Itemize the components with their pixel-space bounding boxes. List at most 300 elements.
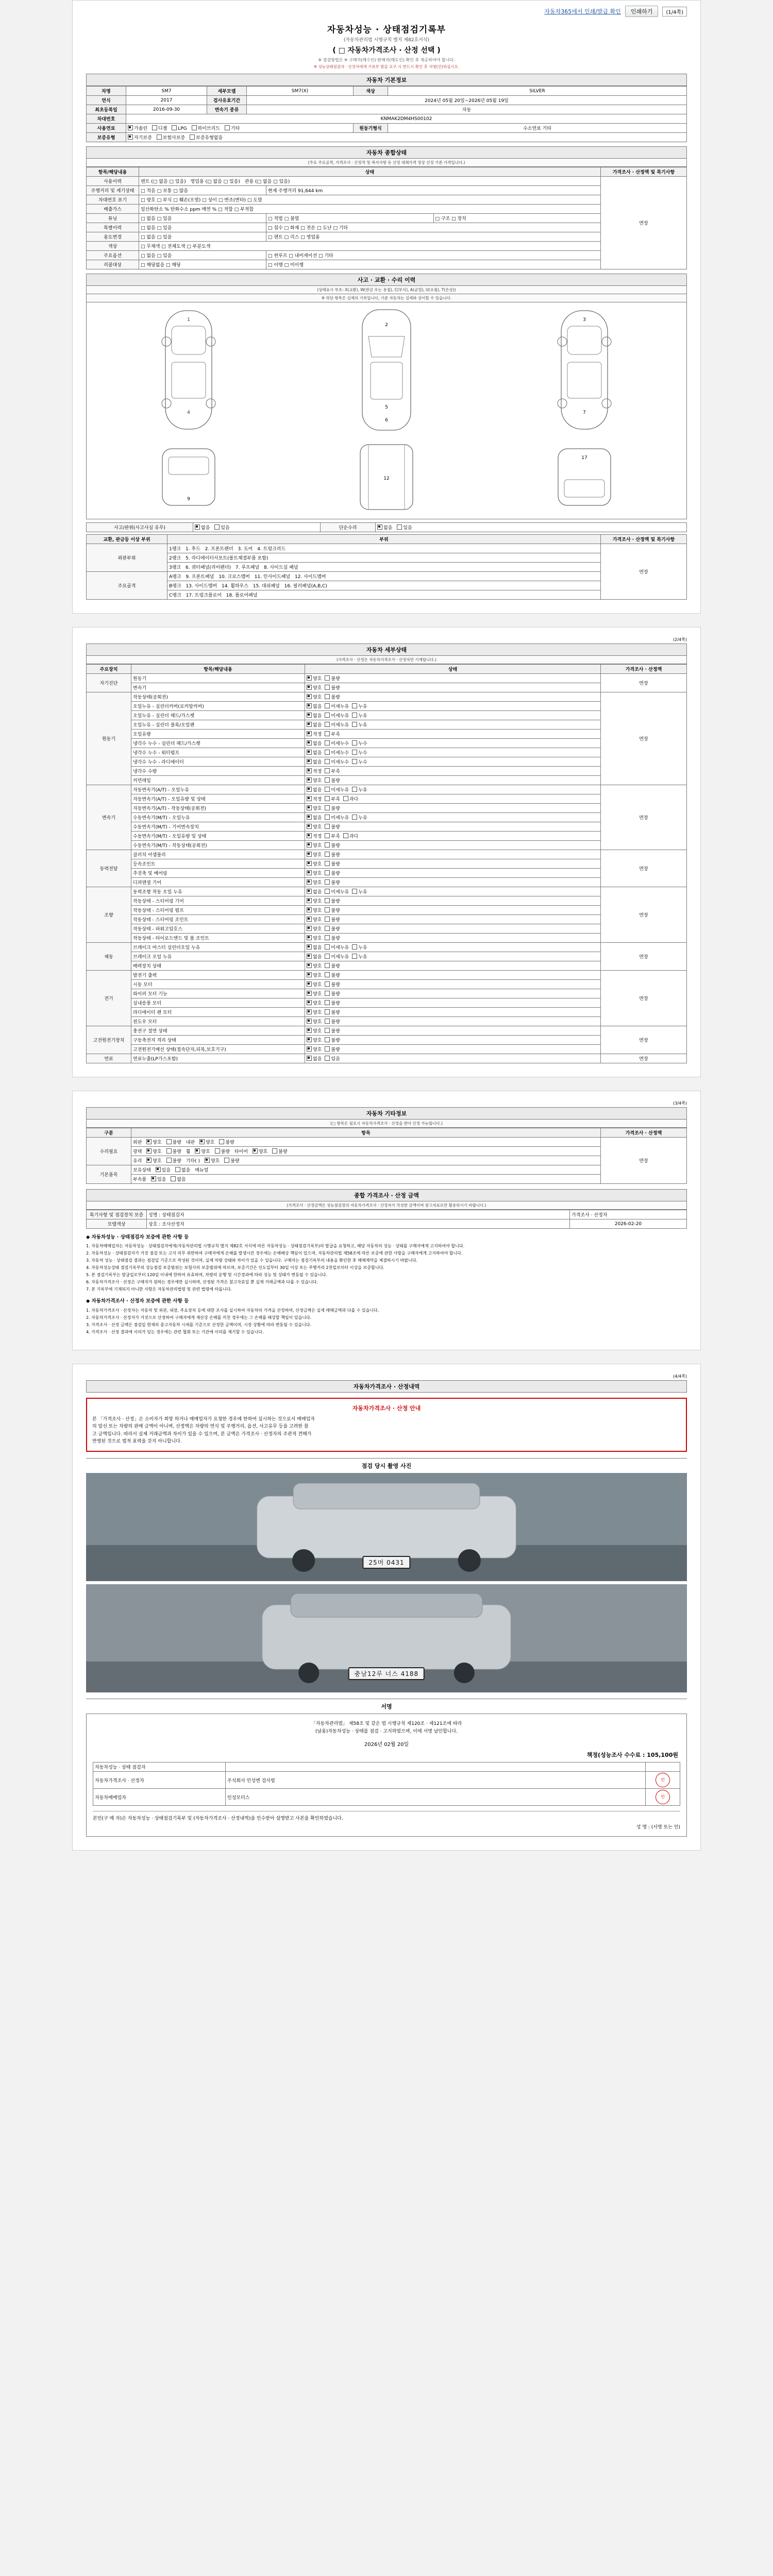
detail-option[interactable]: 적정 [307, 795, 322, 802]
detail-state[interactable] [305, 748, 601, 757]
detail-option[interactable]: 양호 [307, 1009, 322, 1015]
detail-state[interactable] [305, 804, 601, 813]
detail-option[interactable]: 양호 [307, 684, 322, 691]
basic-value-firstreg: 2016-09-30 [126, 105, 207, 114]
other-head-group: 구분 [87, 1128, 131, 1138]
detail-option[interactable]: 불량 [325, 823, 340, 830]
detail-row [87, 702, 687, 711]
price-notice-line: 본 「가격조사 · 산정」은 소비자가 희망 하거나 매매업자가 요청한 경우에 한하여 실시하는 것으로서 매매업자 [92, 1417, 315, 1422]
accident-result-options[interactable] [193, 523, 321, 532]
detail-state[interactable] [305, 961, 601, 971]
opt-outer-bad[interactable]: 불량 [166, 1139, 181, 1145]
fuel-option-diesel[interactable]: 디젤 [152, 125, 167, 131]
fuel-option-gasoline[interactable]: 가솔린 [128, 125, 147, 131]
detail-option[interactable]: 불량 [325, 999, 340, 1006]
other-table [86, 1128, 687, 1184]
detail-state[interactable] [305, 730, 601, 739]
detail-row [87, 952, 687, 961]
detail-row [87, 1026, 687, 1036]
frame-row-1[interactable]: 2랭크 5. 라디에이터서포트(볼트체결부품 포함) [167, 553, 601, 563]
frame-row-5[interactable]: C랭크 17. 트렁크플로어 18. 플로어패널 [167, 590, 601, 600]
detail-option[interactable]: 불량 [325, 972, 340, 978]
opt-wheel-bad[interactable]: 불량 [215, 1148, 230, 1155]
detail-option[interactable]: 누유 [352, 721, 367, 728]
opt-tire-bad[interactable]: 불량 [272, 1148, 287, 1155]
frame-row-3[interactable]: A랭크 9. 프론트패널 10. 크로스멤버 11. 인사이드패널 12. 사이드멤버 [167, 572, 601, 581]
detail-option[interactable]: 양호 [307, 925, 322, 932]
detail-item: 작동상태 - 스티어링 조인트 [131, 915, 305, 924]
detail-option[interactable]: 양호 [307, 805, 322, 811]
other-row-2[interactable]: 유리 양호 불량 기타( ) 양호 불량 [131, 1156, 601, 1165]
detail-item: 브레이크 오일 누유 [131, 952, 305, 961]
status-row-mileage-label: 주행거리 및 계기상태 [87, 186, 139, 195]
detail-option[interactable]: 양호 [307, 1018, 322, 1025]
detail-option[interactable]: 불량 [325, 684, 340, 691]
status-row-emission-state[interactable]: 일산화탄소 % 탄화수소 ppm 매연 % □ 적합 □ 부적합 [139, 205, 601, 214]
detail-state[interactable] [305, 934, 601, 943]
detail-state[interactable] [305, 757, 601, 767]
opt-glass-bad[interactable]: 불량 [166, 1157, 181, 1164]
detail-option[interactable]: 양호 [307, 777, 322, 784]
detail-row [87, 1045, 687, 1054]
detail-option[interactable]: 양호 [307, 1046, 322, 1053]
terms-title-1: ◆ 자동차성능 · 상태점검자 보증에 관한 사항 등 [86, 1234, 189, 1240]
detail-option[interactable]: 과다 [343, 833, 358, 839]
status-row-special-b[interactable]: □ 침수 □ 화재 □ 전손 □ 도난 □ 기타 [266, 223, 601, 232]
basic-label-carname: 차명 [87, 87, 126, 96]
verify-link[interactable]: 자동차365에서 인쇄/발급 확인 [544, 8, 621, 15]
detail-state[interactable] [305, 1026, 601, 1036]
detail-state[interactable] [305, 980, 601, 989]
detail-group-3: 동력전달 [87, 850, 131, 887]
basic-label-submodel: 세부모델 [207, 87, 247, 96]
detail-row [87, 757, 687, 767]
detail-item: 클러치 어셈블리 [131, 850, 305, 859]
detail-item: 수동변속기(M/T) - 기어변속장치 [131, 822, 305, 832]
detail-state[interactable] [305, 869, 601, 878]
detail-option[interactable]: 없음 [307, 703, 322, 709]
detail-option[interactable]: 미세누유 [325, 712, 349, 719]
detail-row [87, 832, 687, 841]
detail-state[interactable] [305, 776, 601, 785]
detail-option[interactable]: 없음 [307, 814, 322, 821]
detail-state[interactable] [305, 859, 601, 869]
detail-option[interactable]: 미세누유 [325, 944, 349, 951]
detail-state[interactable] [305, 998, 601, 1008]
status-row-tuning-a[interactable]: □ 없음 □ 있음 [139, 214, 266, 223]
opt-etc-bad[interactable]: 불량 [224, 1157, 239, 1164]
fuel-option-hybrid[interactable]: 하이브리드 [192, 125, 220, 131]
basic-have[interactable]: 있음 [156, 1166, 171, 1173]
status-row-usehistory-value[interactable] [139, 177, 601, 186]
detail-option[interactable]: 불량 [325, 851, 340, 858]
page-3-tag: (3/4쪽) [673, 1101, 687, 1106]
detail-option[interactable]: 불량 [325, 990, 340, 997]
detail-option[interactable]: 미세누유 [325, 953, 349, 960]
photo-front [86, 1473, 687, 1581]
status-row-option-a[interactable]: □ 없음 □ 있음 [139, 251, 266, 260]
detail-item: 작동상태(공회전) [131, 692, 305, 702]
detail-row [87, 924, 687, 934]
detail-option[interactable]: 불량 [325, 1046, 340, 1053]
detail-option[interactable]: 양호 [307, 907, 322, 913]
confirm-line: 「자동차관리법」 제58조 및 같은 법 시행규칙 제120조 · 제121조에 따라 [311, 1721, 462, 1726]
other-row-0[interactable]: 외판 양호 불량 내판 양호 불량 [131, 1138, 601, 1147]
basic-info-table [86, 86, 687, 142]
detail-row [87, 989, 687, 998]
detail-option[interactable]: 불량 [325, 860, 340, 867]
status-row-recall-label: 리콜대상 [87, 260, 139, 269]
detail-option[interactable]: 불량 [325, 935, 340, 941]
detail-option[interactable]: 없음 [307, 740, 322, 747]
sign-row-1: 상호 : 조사산정자 [147, 1219, 570, 1229]
detail-state[interactable] [305, 952, 601, 961]
status-row-tuning-b[interactable]: □ 적법 □ 불법 [266, 214, 434, 223]
detail-row [87, 1008, 687, 1017]
detail-item: 작동상태 - 타이로드엔드 및 볼 조인트 [131, 934, 305, 943]
use-business[interactable]: 영업용 (□ 없음 □ 있음) [190, 179, 240, 184]
opt-inner-good[interactable]: 양호 [199, 1139, 214, 1145]
opt-wheel-good[interactable]: 양호 [195, 1148, 210, 1155]
detail-option[interactable]: 양호 [307, 981, 322, 988]
detail-option[interactable]: 누수 [352, 758, 367, 765]
detail-note: (가격조사 · 산정은 자동차가격조사 · 산정자만 기재합니다.) [86, 656, 687, 664]
detail-option[interactable]: 양호 [307, 851, 322, 858]
detail-option[interactable]: 적정 [307, 731, 322, 737]
simple-none[interactable]: 없음 [377, 524, 392, 531]
detail-state[interactable] [305, 720, 601, 730]
detail-option[interactable]: 누유 [352, 944, 367, 951]
status-row-color-state[interactable]: □ 무채색 □ 전체도색 □ 부분도색 [139, 242, 601, 251]
detail-option[interactable]: 불량 [325, 897, 340, 904]
detail-state[interactable] [305, 943, 601, 952]
frame-row-0[interactable]: 1랭크 1. 후드 2. 프론트펜더 3. 도어 4. 트렁크리드 [167, 544, 601, 553]
other-row-3[interactable]: 보유상태 있음 없음 메뉴얼 [131, 1165, 601, 1175]
detail-option[interactable]: 누유 [352, 888, 367, 895]
frame-damage-table [86, 534, 687, 600]
frame-price-cell: 면장 [601, 544, 687, 600]
svg-text:12: 12 [383, 476, 390, 481]
header-note: ※ 점검방법은 ※ 구매자(매수인)·판매자(매도인) 확인 후 제공하여야 합니다. [318, 58, 455, 62]
detail-state[interactable] [305, 785, 601, 794]
detail-option[interactable]: 양호 [307, 879, 322, 886]
final-signature-line: 성 명 : (서명 또는 인) [636, 1825, 680, 1831]
status-row-special-a[interactable]: □ 없음 □ 있음 [139, 223, 266, 232]
car-view-front [150, 438, 227, 516]
detail-option[interactable]: 없음 [307, 749, 322, 756]
detail-option[interactable]: 없음 [307, 953, 322, 960]
price-total-note: (가격조사 · 산정금액은 성능점검장의 자동차가격조사 · 산정자가 작성한 금액이며 참고자료로만 활용하시기 바랍니다.) [86, 1201, 687, 1210]
detail-item: 자동변속기(A/T) - 오일유량 및 상태 [131, 794, 305, 804]
status-row-usechange-b[interactable]: □ 렌트 □ 리스 □ 영업용 [266, 232, 601, 242]
frame-row-2[interactable]: 3랭크 6. 쿼터패널(리어펜더) 7. 루프패널 8. 사이드실 패널 [167, 563, 601, 572]
basic-value-year: 2017 [126, 96, 207, 105]
status-row-recall-a[interactable]: □ 해당없음 □ 해당 [139, 260, 266, 269]
detail-option[interactable]: 없음 [307, 944, 322, 951]
detail-price: 면장 [601, 1026, 687, 1054]
detail-option[interactable]: 부족 [325, 833, 340, 839]
detail-option[interactable]: 불량 [325, 1037, 340, 1043]
detail-group-6: 전기 [87, 971, 131, 1026]
detail-option[interactable]: 양호 [307, 897, 322, 904]
detail-option[interactable]: 불량 [325, 777, 340, 784]
detail-option[interactable]: 누유 [352, 703, 367, 709]
terms-paragraph: 2. 자동차성능 · 상태점검자가 거짓 점검 또는 고지 의무 위반하여 구매자에게 손해를 발생시킨 경우에는 손해배상 책임이 있으며, 자동차관리법 제58조에 따른 보증에 관한 사항을 구매자에게 고지하여야 합니다. [86, 1251, 463, 1256]
status-price-cell: 면장 [601, 177, 687, 269]
detail-option[interactable]: 누유 [352, 712, 367, 719]
frame-head-items: 부위 [167, 535, 601, 544]
detail-option[interactable]: 미세누유 [325, 721, 349, 728]
basic-warranty-options [126, 133, 687, 142]
detail-option[interactable]: 양호 [307, 999, 322, 1006]
detail-option[interactable]: 양호 [307, 675, 322, 682]
detail-option[interactable]: 미세누유 [325, 888, 349, 895]
accident-none[interactable]: 없음 [195, 524, 210, 531]
detail-option[interactable]: 양호 [307, 870, 322, 876]
page-2 [72, 627, 701, 1077]
detail-item: 와이퍼 모터 기능 [131, 989, 305, 998]
detail-option[interactable]: 없음 [307, 1055, 322, 1062]
detail-state[interactable] [305, 1017, 601, 1026]
other-heading: 자동차 기타정보 [86, 1107, 687, 1120]
page-subtitle: (자동차관리법 시행규칙 별지 제82호서식) [343, 38, 430, 43]
detail-state[interactable] [305, 915, 601, 924]
status-row-special-label: 특별이력 [87, 223, 139, 232]
detail-option[interactable]: 불량 [325, 925, 340, 932]
detail-state[interactable] [305, 1036, 601, 1045]
svg-text:1: 1 [187, 317, 190, 323]
warranty-option-self[interactable]: 자기보증 [128, 134, 152, 141]
opt-tire-good[interactable]: 양호 [253, 1148, 267, 1155]
detail-option[interactable]: 불량 [325, 1009, 340, 1015]
status-head-state: 상태 [139, 167, 601, 177]
detail-state[interactable] [305, 1008, 601, 1017]
detail-item: 냉각수 수량 [131, 767, 305, 776]
opt-etc-good[interactable]: 양호 [205, 1157, 220, 1164]
detail-state[interactable] [305, 906, 601, 915]
detail-state[interactable] [305, 702, 601, 711]
other-group-repair: 수리필요 [87, 1138, 131, 1165]
detail-option[interactable]: 부족 [325, 795, 340, 802]
other-price-cell: 면장 [601, 1138, 687, 1184]
use-rent[interactable]: 렌트 (□ 없음 □ 있음) [141, 179, 186, 184]
detail-option[interactable]: 양호 [307, 842, 322, 849]
detail-state[interactable] [305, 794, 601, 804]
page-3 [72, 1091, 701, 1350]
detail-option[interactable]: 양호 [307, 860, 322, 867]
detail-option[interactable]: 미세누수 [325, 749, 349, 756]
other-note: (□ 항목은 필요시 자동차가격조사 · 산정을 받아 산정 가능합니다.) [86, 1120, 687, 1128]
detail-state[interactable] [305, 767, 601, 776]
detail-state[interactable] [305, 692, 601, 702]
detail-state[interactable] [305, 1054, 601, 1063]
detail-option[interactable]: 미세누유 [325, 814, 349, 821]
detail-option[interactable]: 미세누유 [325, 786, 349, 793]
acc-have[interactable]: 있음 [151, 1176, 166, 1182]
detail-state[interactable] [305, 813, 601, 822]
terms-list-1 [86, 1243, 687, 1293]
print-button[interactable]: 인쇄하기 [625, 6, 659, 17]
detail-option[interactable]: 누유 [352, 786, 367, 793]
terms-paragraph: 7. 본 기록부에 기재되지 아니한 사항은 자동차관리법령 및 관련 법령에 따릅니다. [86, 1287, 232, 1292]
detail-state[interactable] [305, 1045, 601, 1054]
detail-option[interactable]: 양호 [307, 1027, 322, 1034]
opt-glass-good[interactable]: 양호 [146, 1157, 161, 1164]
detail-state[interactable] [305, 739, 601, 748]
page-4 [72, 1364, 701, 1851]
basic-label-vin: 차대번호 [87, 114, 126, 124]
status-row-recall-b[interactable]: □ 이행 □ 미이행 [266, 260, 601, 269]
detail-head-group: 주요장치 [87, 665, 131, 674]
status-head-item: 항목/해당내용 [87, 167, 139, 177]
detail-option[interactable]: 없음 [307, 758, 322, 765]
detail-option[interactable]: 부족 [325, 731, 340, 737]
photo-caption: 점검 당시 촬영 사진 [86, 1458, 687, 1470]
status-row-usechange-a[interactable]: □ 없음 □ 있음 [139, 232, 266, 242]
simple-yes[interactable]: 있음 [397, 524, 412, 531]
detail-option[interactable]: 양호 [307, 935, 322, 941]
detail-state[interactable] [305, 832, 601, 841]
detail-state[interactable] [305, 989, 601, 998]
status-row-mileage-value: 현재 주행거리 91,644 km [266, 186, 601, 195]
detail-row [87, 730, 687, 739]
other-row-4[interactable]: 부속품 있음 없음 [131, 1175, 601, 1184]
detail-state[interactable] [305, 924, 601, 934]
detail-option[interactable]: 없음 [307, 712, 322, 719]
other-row-1[interactable]: 광택 양호 불량 휠 양호 불량 타이어 양호 불량 [131, 1147, 601, 1156]
detail-option[interactable]: 양호 [307, 916, 322, 923]
detail-state[interactable] [305, 841, 601, 850]
detail-state[interactable] [305, 822, 601, 832]
detail-option[interactable]: 양호 [307, 990, 322, 997]
opt-inner-bad[interactable]: 불량 [219, 1139, 234, 1145]
detail-option[interactable]: 없음 [307, 721, 322, 728]
detail-option[interactable]: 불량 [325, 879, 340, 886]
detail-option[interactable]: 적정 [307, 768, 322, 774]
detail-option[interactable]: 양호 [307, 823, 322, 830]
accident-result-table [86, 522, 687, 532]
detail-option[interactable]: 누유 [352, 814, 367, 821]
detail-state[interactable] [305, 971, 601, 980]
detail-option[interactable]: 불량 [325, 907, 340, 913]
detail-option[interactable]: 미세누수 [325, 758, 349, 765]
detail-option[interactable]: 누수 [352, 749, 367, 756]
fuel-option-etc[interactable]: 기타 [225, 125, 240, 131]
opt-polish-good[interactable]: 양호 [146, 1148, 161, 1155]
detail-option[interactable]: 양호 [307, 972, 322, 978]
accident-result-label: 사고/판위(사고사실 유무) [87, 523, 193, 532]
detail-option[interactable]: 불량 [325, 870, 340, 876]
detail-option[interactable]: 불량 [325, 842, 340, 849]
price-notice-lines [92, 1416, 681, 1446]
price-notice-line: 고 금액입니다. 따라서 실제 거래금액과 차이가 있을 수 있으며, 본 금액은 가격조사 · 산정자의 주관적 견해가 [92, 1431, 312, 1437]
status-row-option-b[interactable]: □ 썬루프 □ 내비게이션 □ 기타 [266, 251, 601, 260]
detail-option[interactable]: 불량 [325, 1027, 340, 1034]
terms-paragraph: 4. 가격조사 · 산정 결과에 이의가 있는 경우에는 관련 협회 또는 기관에 이의를 제기할 수 있습니다. [86, 1329, 264, 1334]
detail-option[interactable]: 없음 [307, 888, 322, 895]
status-heading: 자동차 종합상태 [86, 146, 687, 159]
detail-option[interactable]: 양호 [307, 962, 322, 969]
fuel-option-lpg[interactable]: LPG [172, 125, 187, 131]
detail-option[interactable]: 양호 [307, 693, 322, 700]
status-row-color-label: 색상 [87, 242, 139, 251]
opt-polish-bad[interactable]: 불량 [166, 1148, 181, 1155]
detail-state[interactable] [305, 878, 601, 887]
detail-option[interactable]: 누수 [352, 740, 367, 747]
detail-option[interactable]: 적정 [307, 833, 322, 839]
terms-list-2 [86, 1308, 687, 1335]
status-row-tuning-c[interactable]: □ 구조 □ 장치 [433, 214, 601, 223]
detail-option[interactable]: 미세누유 [325, 703, 349, 709]
detail-state[interactable] [305, 887, 601, 896]
basic-none[interactable]: 없음 [175, 1166, 190, 1173]
detail-row [87, 961, 687, 971]
accident-simple-options[interactable] [376, 523, 687, 532]
detail-option[interactable]: 불량 [325, 805, 340, 811]
warranty-option-none[interactable]: 보증유형없음 [190, 134, 223, 141]
detail-state[interactable] [305, 711, 601, 720]
basic-value-carname: SM7 [126, 87, 207, 96]
basic-value-color: SILVER [388, 87, 687, 96]
detail-row [87, 906, 687, 915]
accident-yes[interactable]: 있음 [214, 524, 229, 531]
detail-state[interactable] [305, 674, 601, 683]
page-tag: (1/4쪽) [662, 7, 687, 16]
detail-option[interactable]: 있음 [325, 1055, 340, 1062]
use-official[interactable]: 관용 (□ 없음 □ 있음) [244, 179, 290, 184]
detail-row [87, 776, 687, 785]
detail-state[interactable] [305, 896, 601, 906]
detail-row [87, 859, 687, 869]
detail-item: 윈도우 모터 [131, 1017, 305, 1026]
status-row-mileage-state[interactable]: □ 적음 □ 보통 □ 많음 [139, 186, 266, 195]
accident-note: (상태표시 부호: X(교환), W(판금 또는 용접), C(부식), A(균열), U(요철), T(손상)) [86, 286, 687, 294]
detail-option[interactable]: 불량 [325, 1018, 340, 1025]
detail-item: 작동상태 - 파워고압호스 [131, 924, 305, 934]
detail-option[interactable]: 불량 [325, 693, 340, 700]
detail-price: 면장 [601, 850, 687, 887]
opt-outer-good[interactable]: 양호 [146, 1139, 161, 1145]
acc-none[interactable]: 없음 [171, 1176, 186, 1182]
detail-option[interactable]: 불량 [325, 981, 340, 988]
detail-row [87, 1017, 687, 1026]
final-sign-table [93, 1762, 680, 1806]
detail-option[interactable]: 누유 [352, 953, 367, 960]
detail-option[interactable]: 과다 [343, 795, 358, 802]
detail-option[interactable]: 불량 [325, 916, 340, 923]
detail-state[interactable] [305, 850, 601, 859]
final-sign-1-r: 주식회사 인성엔 검사법 [226, 1772, 646, 1789]
detail-option[interactable]: 부족 [325, 768, 340, 774]
status-row-vin-state[interactable]: □ 양호 □ 부식 □ 훼손(오염) □ 상이 □ 변조(변타) □ 도말 [139, 195, 601, 205]
detail-head-state: 상태 [305, 665, 601, 674]
detail-option[interactable]: 불량 [325, 962, 340, 969]
detail-option[interactable]: 양호 [307, 1037, 322, 1043]
detail-option[interactable]: 미세누수 [325, 740, 349, 747]
detail-option[interactable]: 없음 [307, 786, 322, 793]
detail-price: 면장 [601, 943, 687, 971]
frame-row-4[interactable]: B랭크 13. 사이드멤버 14. 휠하우스 15. 대쉬패널 16. 필러패널(A,B,C) [167, 581, 601, 590]
detail-item: 등속조인트 [131, 859, 305, 869]
detail-row [87, 980, 687, 989]
detail-row [87, 683, 687, 692]
seal-icon-2: 인 [656, 1790, 670, 1804]
detail-state[interactable] [305, 683, 601, 692]
detail-option[interactable]: 불량 [325, 675, 340, 682]
basic-label-warranty: 보증유형 [87, 133, 126, 142]
status-note: (주요 주요골격, 가격조사 · 산정적 및 복지사항 등 산정 대체가격 정상 산정 기준 가격입니다.) [86, 159, 687, 167]
warranty-option-insurance[interactable]: 보험사보증 [157, 134, 185, 141]
